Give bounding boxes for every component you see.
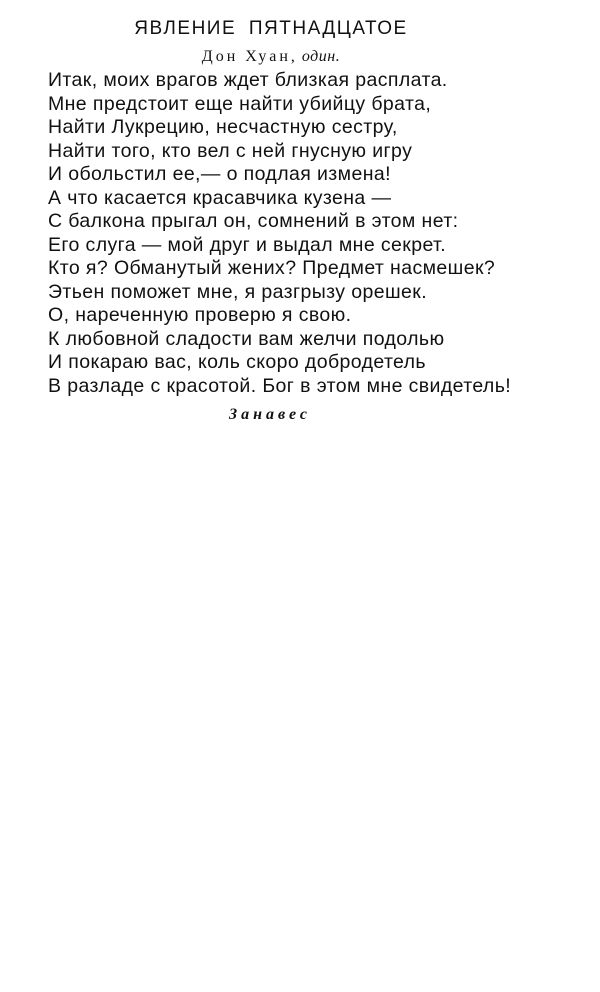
- verse-block: [48, 69, 568, 398]
- verse-line: Итак, моих врагов ждет близкая расплата.: [48, 69, 448, 91]
- verse-line: Кто я? Обманутый жених? Предмет насмешек?: [48, 257, 496, 279]
- scene-title: ЯВЛЕНИЕ ПЯТНАДЦАТОЕ: [134, 18, 408, 39]
- verse-line: Найти того, кто вел с ней гнусную игру: [48, 139, 413, 162]
- verse-line: О, нареченную проверю я свою.: [48, 304, 352, 326]
- verse-line: А что касается красавчика кузена —: [48, 186, 392, 209]
- curtain-note: Занавес: [229, 406, 311, 423]
- verse-line: И обольстил ее,— о подлая измена!: [48, 163, 391, 185]
- verse-line: Этьен поможет мне, я разгрызу орешек.: [48, 280, 428, 303]
- verse-line: И покараю вас, коль скоро добродетель: [48, 351, 426, 373]
- verse-line: В разладе с красотой. Бог в этом мне свидетель!: [48, 374, 512, 397]
- verse-line: Найти Лукрецию, несчастную сестру,: [48, 116, 398, 138]
- verse-line: К любовной сладости вам желчи подолью: [48, 327, 445, 350]
- verse-line: Мне предстоит еще найти убийцу брата,: [48, 92, 432, 115]
- speaker-name: Дон Хуан,: [201, 48, 298, 65]
- stage-direction: [0, 48, 542, 66]
- stage-note: один.: [301, 48, 341, 65]
- verse-line: Его слуга — мой друг и выдал мне секрет.: [48, 233, 447, 256]
- verse-line: С балкона прыгал он, сомнений в этом нет:: [48, 210, 459, 232]
